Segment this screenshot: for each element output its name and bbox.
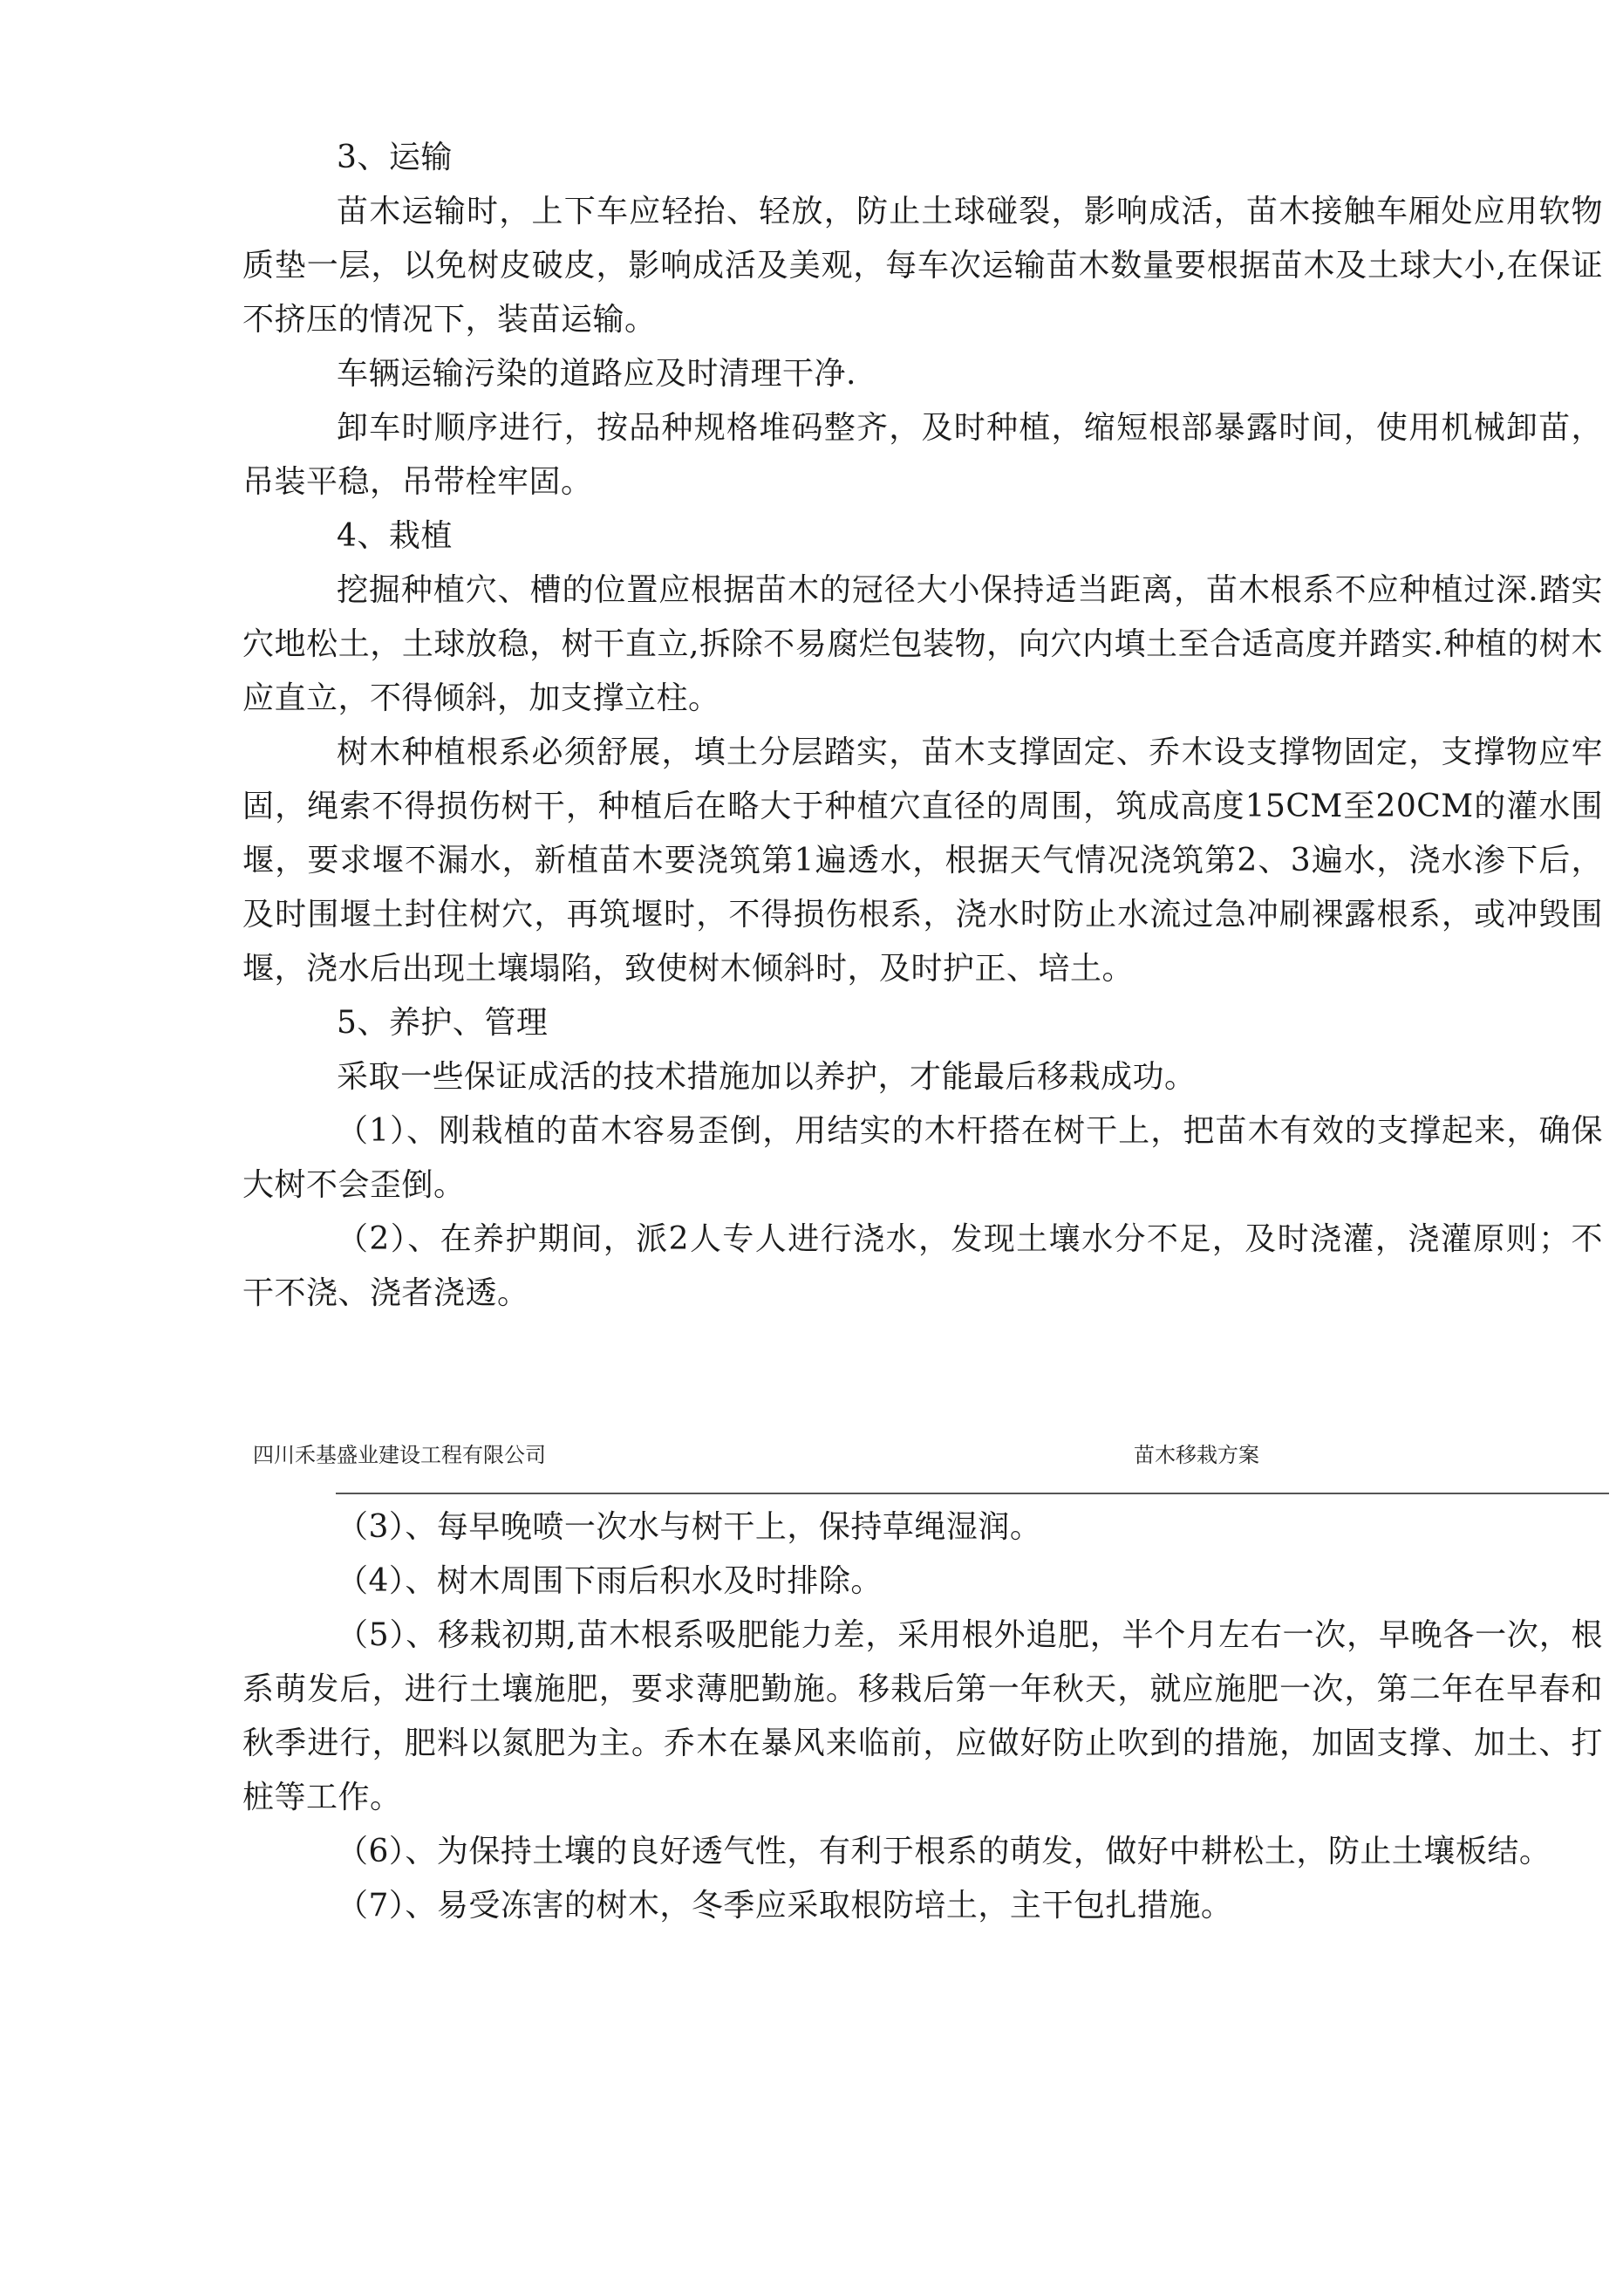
list-item: （1）、刚栽植的苗木容易歪倒，用结实的木杆搭在树干上，把苗木有效的支撑起来，确保大树不会歪倒。 [242, 1113, 1603, 1203]
body-text-bottom [242, 1500, 1603, 1933]
footer-document-title: 苗木移栽方案 [1134, 1443, 1259, 1467]
paragraph: 树木种植根系必须舒展，填土分层踏实，苗木支撑固定、乔木设支撑物固定，支撑物应牢固，绳索不得损伤树干，种植后在略大于种植穴直径的周围，筑成高度15CM至20CM的灌水围堰，要求堰不漏水，新植苗木要浇筑第1遍透水，根据天气情况浇筑第2、3遍水，浇水渗下后，及时围堰土封住树穴，再筑堰时，不得损伤根系，浇水时防止水流过急冲刷裸露根系，或冲毁围堰，浇水后出现土壤塌陷，致使树木倾斜时，及时护正、培土。 [242, 735, 1603, 987]
paragraph: 苗木运输时，上下车应轻抬、轻放，防止土球碰裂，影响成活，苗木接触车厢处应用软物质垫一层，以免树皮破皮，影响成活及美观，每车次运输苗木数量要根据苗木及土球大小,在保证不挤压的情况下，装苗运输。 [242, 194, 1603, 338]
list-item: （5）、移栽初期,苗木根系吸肥能力差，采用根外追肥，半个月左右一次，早晚各一次，根系萌发后，进行土壤施肥，要求薄肥勤施。移栽后第一年秋天，就应施肥一次，第二年在早春和秋季进行，肥料以氮肥为主。乔木在暴风来临前，应做好防止吹到的措施，加固支撑、加土、打桩等工作。 [242, 1617, 1603, 1815]
section-heading-maintenance: 5、养护、管理 [337, 1005, 549, 1041]
paragraph: 车辆运输污染的道路应及时清理干净. [337, 356, 856, 392]
section-heading-planting: 4、栽植 [337, 518, 453, 554]
section-heading-transport: 3、运输 [337, 140, 453, 175]
list-item: （6）、为保持土壤的良好透气性，有利于根系的萌发，做好中耕松土，防止土壤板结。 [337, 1834, 1551, 1869]
paragraph: 采取一些保证成活的技术措施加以养护，才能最后移栽成功。 [337, 1059, 1197, 1095]
paragraph: 卸车时顺序进行，按品种规格堆码整齐，及时种植，缩短根部暴露时间，使用机械卸苗，吊装平稳，吊带栓牢固。 [242, 410, 1603, 500]
paragraph: 挖掘种植穴、槽的位置应根据苗木的冠径大小保持适当距离，苗木根系不应种植过深.踏实穴地松土，土球放稳，树干直立,拆除不易腐烂包装物，向穴内填土至合适高度并踏实.种植的树木应直立，不得倾斜，加支撑立柱。 [242, 572, 1603, 716]
list-item: （4）、树木周围下雨后积水及时排除。 [337, 1563, 883, 1599]
list-item: （2）、在养护期间，派2人专人进行浇水，发现土壤水分不足，及时浇灌，浇灌原则；不干不浇、浇者浇透。 [242, 1221, 1603, 1311]
list-item: （3）、每早晚喷一次水与树干上，保持草绳湿润。 [337, 1509, 1042, 1545]
header-divider [336, 1493, 1609, 1494]
body-text-top [242, 131, 1603, 1321]
footer-company-name: 四川禾基盛业建设工程有限公司 [253, 1443, 546, 1467]
list-item: （7）、易受冻害的树木，冬季应采取根防培土，主干包扎措施。 [337, 1888, 1233, 1924]
